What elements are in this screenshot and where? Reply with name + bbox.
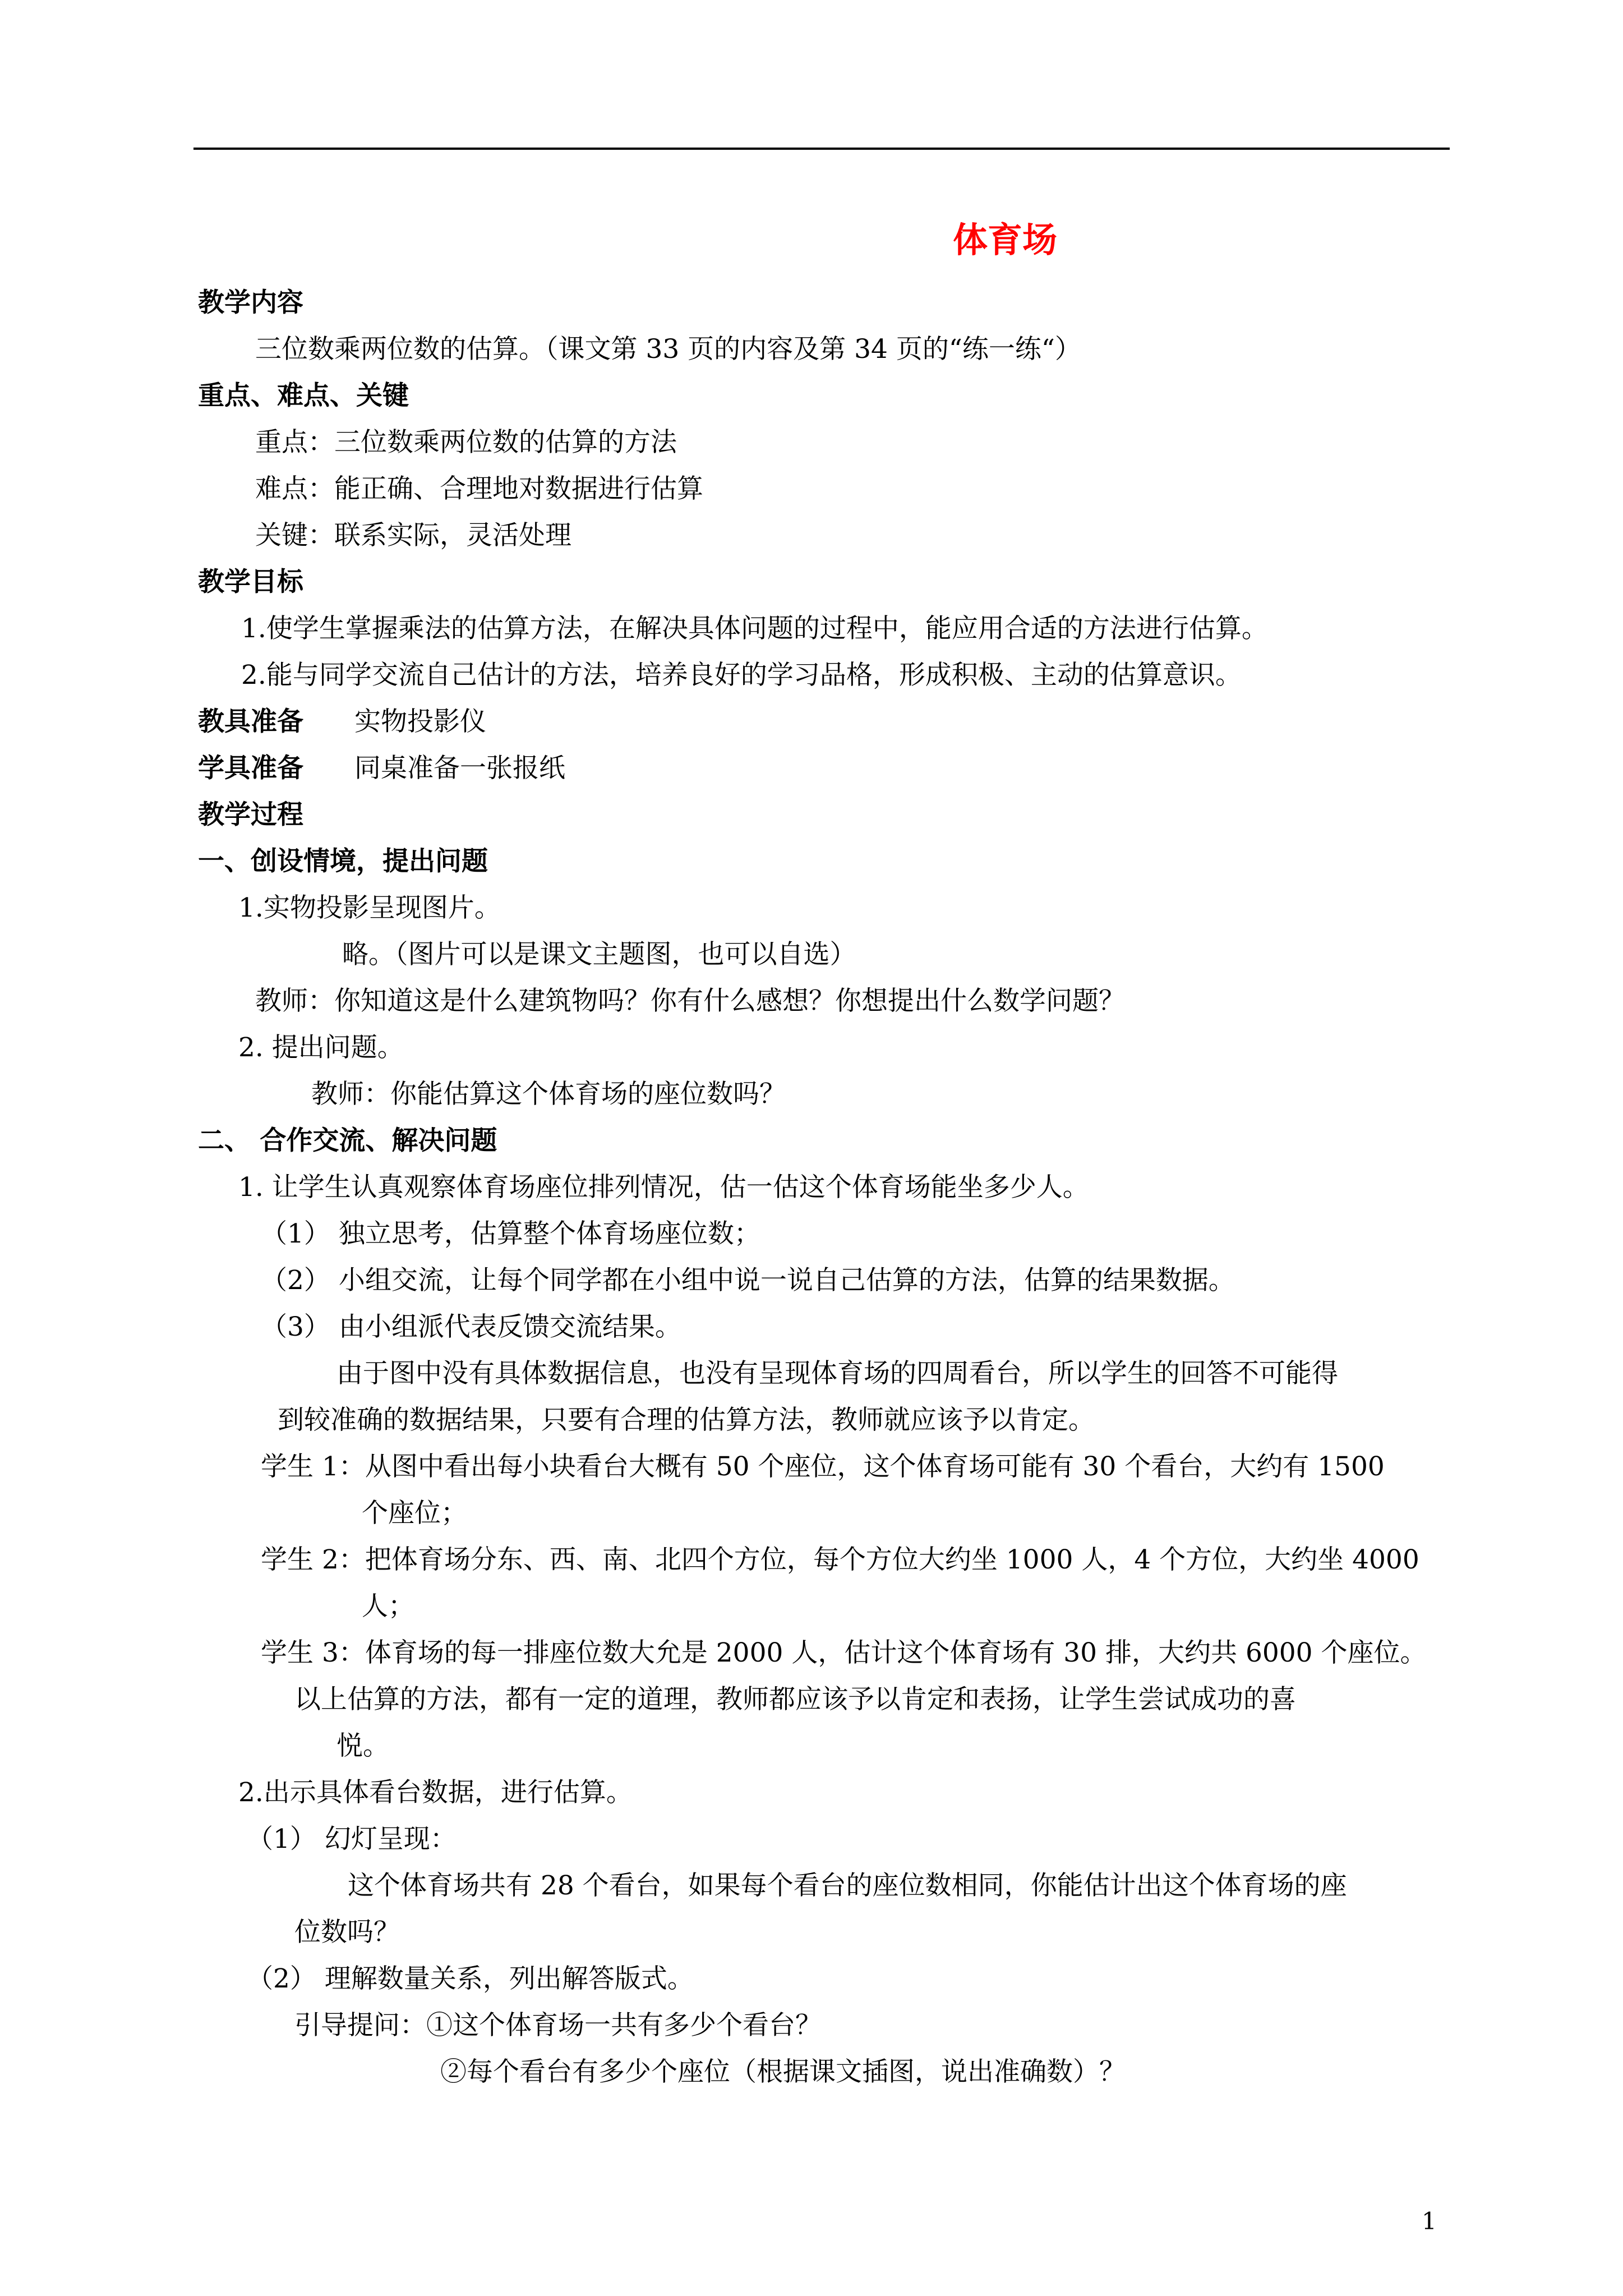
student-2-answer: 学生 2：把体育场分东、西、南、北四个方位，每个方位大约坐 1000 人，4 个方位，大约坐 4000 <box>261 1544 1419 1575</box>
part1-line: 教师：你能估算这个体育场的座位数吗？ <box>311 1079 786 1110</box>
part2-line: （3） 由小组派代表反馈交流结果。 <box>261 1312 681 1342</box>
student-3-answer: 学生 3：体育场的每一排座位数大允是 2000 人，估计这个体育场有 30 排，大约共 6000 个座位。 <box>261 1637 1427 1668</box>
part1-line: 教师：你知道这是什么建筑物吗？你有什么感想？你想提出什么数学问题？ <box>255 986 1125 1016</box>
page-number: 1 <box>1422 2207 1437 2235</box>
heading-teaching-process: 教学过程 <box>198 799 303 830</box>
heading-key-points: 重点、难点、关键 <box>198 380 409 411</box>
part2-line: ②每个看台有多少个座位（根据课文插图，说出准确数）？ <box>440 2056 1126 2087</box>
part2-line: 以上估算的方法，都有一定的道理，教师都应该予以肯定和表扬，让学生尝试成功的喜 <box>294 1684 1296 1715</box>
key-difficulty: 难点：能正确、合理地对数据进行估算 <box>255 473 703 504</box>
part2-line: （1） 幻灯呈现： <box>247 1824 457 1855</box>
part2-line: 1. 让学生认真观察体育场座位排列情况，估一估这个体育场能坐多少人。 <box>238 1172 1089 1203</box>
heading-teaching-content: 教学内容 <box>198 287 303 318</box>
document-title: 体育场 <box>952 219 1057 260</box>
part2-line: 悦。 <box>336 1731 389 1761</box>
student-1-answer: 学生 1：从图中看出每小块看台大概有 50 个座位，这个体育场可能有 30 个看台，大约有 1500 <box>261 1451 1385 1482</box>
part2-line: （1） 独立思考，估算整个体育场座位数； <box>261 1218 760 1249</box>
goal-1: 1.使学生掌握乘法的估算方法，在解决具体问题的过程中，能应用合适的方法进行估算。 <box>241 613 1268 644</box>
teaching-content-text: 三位数乘两位数的估算。（课文第 33 页的内容及第 34 页的“练一练“） <box>255 334 1081 365</box>
header-rule <box>193 148 1450 150</box>
part1-heading: 一、创设情境，提出问题 <box>198 846 488 877</box>
student-2-answer-cont: 人； <box>362 1591 414 1622</box>
part1-line: 2. 提出问题。 <box>238 1032 404 1063</box>
heading-teaching-goals: 教学目标 <box>198 567 303 597</box>
part2-heading: 二、 合作交流、解决问题 <box>198 1125 497 1156</box>
student-1-answer-cont: 个座位； <box>362 1498 467 1529</box>
part1-line: 1.实物投影呈现图片。 <box>238 892 501 923</box>
part2-line: 2.出示具体看台数据，进行估算。 <box>238 1777 633 1808</box>
part2-line: （2） 理解数量关系，列出解答版式。 <box>247 1963 694 1994</box>
part2-line: 到较准确的数据结果，只要有合理的估算方法，教师就应该予以肯定。 <box>278 1405 1095 1435</box>
part2-line: 这个体育场共有 28 个看台，如果每个看台的座位数相同，你能估计出这个体育场的座 <box>348 1870 1347 1901</box>
part2-line: （2） 小组交流，让每个同学都在小组中说一说自己估算的方法，估算的结果数据。 <box>261 1265 1235 1296</box>
teacher-tools-label: 教具准备 <box>198 706 303 737</box>
student-tools-value: 同桌准备一张报纸 <box>354 753 565 784</box>
key-key: 关键：联系实际，灵活处理 <box>255 520 571 551</box>
part2-line: 引导提问：①这个体育场一共有多少个看台？ <box>294 2010 822 2041</box>
part2-line: 位数吗？ <box>294 1917 400 1948</box>
teacher-tools-value: 实物投影仪 <box>354 706 486 737</box>
key-focus: 重点：三位数乘两位数的估算的方法 <box>255 427 677 458</box>
student-tools-label: 学具准备 <box>198 753 303 784</box>
part1-line: 略。（图片可以是课文主题图，也可以自选） <box>342 939 856 970</box>
goal-2: 2.能与同学交流自己估计的方法，培养良好的学习品格，形成积极、主动的估算意识。 <box>241 660 1242 691</box>
part2-line: 由于图中没有具体数据信息，也没有呈现体育场的四周看台，所以学生的回答不可能得 <box>336 1358 1338 1389</box>
